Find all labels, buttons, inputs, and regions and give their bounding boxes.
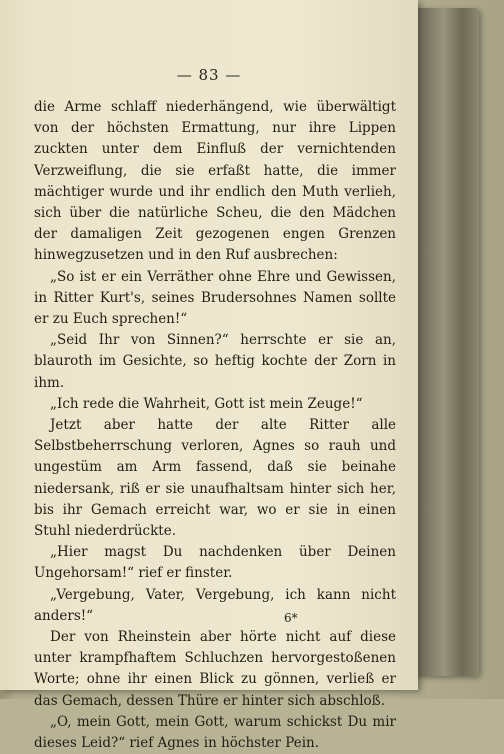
paragraph: „So ist er ein Verräther ohne Ehre und Gewissen, in Ritter Kurt's, seines Brudersohnes Namen sollte er zu Euch sprechen!“	[34, 268, 396, 328]
paragraph: „O, mein Gott, mein Gott, warum schickst Du mir dieses Leid?“ rief Agnes in höchster Pein.	[34, 713, 396, 752]
paragraph: „Vergebung, Vater, Vergebung, ich kann nicht anders!“	[34, 586, 396, 624]
paragraph: die Arme schlaff niederhängend, wie überwältigt von der höchsten Ermattung, nur ihre Lippen zuckten unter dem Einfluß der vernichtenden Verzweiflung, die sie erfaßt hatte, die immer mächtiger wurde und ihr endlich den Muth verlieh, sich über die natürliche Scheu, die den Mädchen der damaligen Zeit gezogenen engen Grenzen hinwegzusetzen und in den Ruf ausbrechen:	[34, 99, 396, 264]
paragraph: „Ich rede die Wahrheit, Gott ist mein Zeuge!“	[50, 395, 363, 412]
page-text	[34, 97, 396, 754]
paragraph: „Hier magst Du nachdenken über Deinen Ungehorsam!“ rief er finster.	[34, 544, 396, 582]
signature-mark: 6*	[284, 611, 298, 625]
page-number: — 83 —	[176, 66, 242, 84]
paragraph: Jetzt aber hatte der alte Ritter alle Selbstbeherrschung verloren, Agnes so rauh und ungestüm am Arm fassend, daß sie beinahe niedersank, riß er sie unaufhaltsam hinter sich her, bis ihr Gemach erreicht war, wo er sie in einen Stuhl niederdrückte.	[34, 417, 396, 540]
paragraph: Der von Rheinstein aber hörte nicht auf diese unter krampfhaftem Schluchzen hervorgestoßenen Worte; ohne ihr einen Blick zu gönnen, verließ er das Gemach, dessen Thüre er hinter sich abschloß.	[34, 629, 396, 709]
paragraph: „Seid Ihr von Sinnen?“ herrschte er sie an, blauroth im Gesichte, so heftig kochte der Zorn in ihm.	[34, 332, 396, 391]
